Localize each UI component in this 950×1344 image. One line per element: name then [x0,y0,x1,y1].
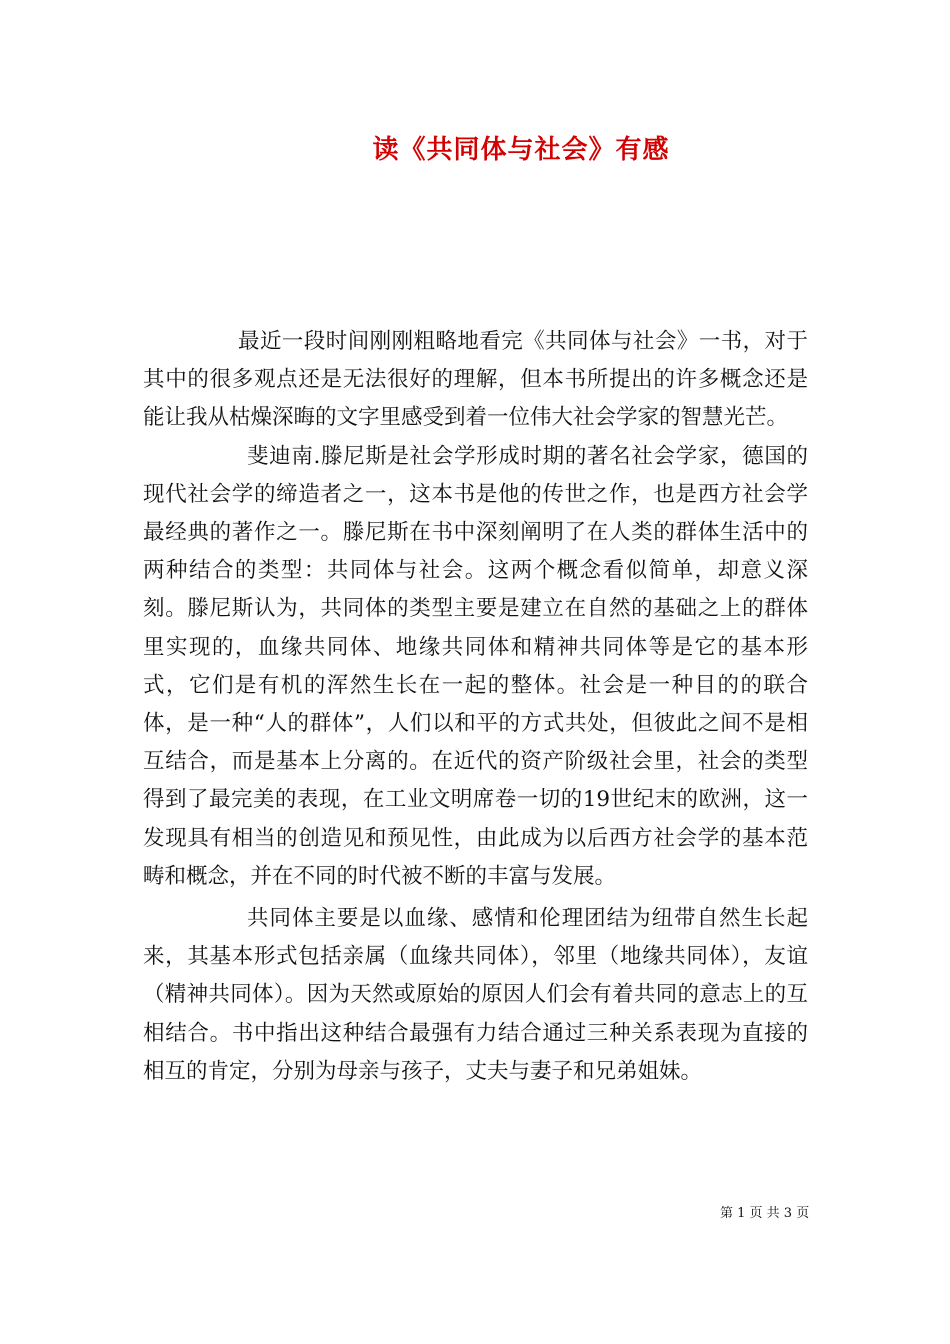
paragraph-1: 最近一段时间刚刚粗略地看完《共同体与社会》一书，对于其中的很多观点还是无法很好的理解，但本书所提出的许多概念还是能让我从枯燥深晦的文字里感受到着一位伟大社会学家的智慧光芒。 [143,329,808,431]
page-footer: 第 1 页 共 3 页 [720,1206,810,1221]
document-body [143,323,808,1091]
paragraph-3: 共同体主要是以血缘、感情和伦理团结为纽带自然生长起来，其基本形式包括亲属（血缘共同体），邻里（地缘共同体），友谊（精神共同体）。因为天然或原始的原因人们会有着共同的意志上的互相结合。书中指出这种结合最强有力结合通过三种关系表现为直接的相互的肯定，分别为母亲与孩子，丈夫与妻子和兄弟姐妹。 [143,906,808,1084]
paragraph-2: 斐迪南.滕尼斯是社会学形成时期的著名社会学家，德国的现代社会学的缔造者之一，这本书是他的传世之作，也是西方社会学最经典的著作之一。滕尼斯在书中深刻阐明了在人类的群体生活中的两种结合的类型：共同体与社会。这两个概念看似简单，却意义深刻。滕尼斯认为，共同体的类型主要是建立在自然的基础之上的群体里实现的，血缘共同体、地缘共同体和精神共同体等是它的基本形式，它们是有机的浑然生长在一起的整体。社会是一种目的的联合体，是一种“人的群体”，人们以和平的方式共处，但彼此之间不是相互结合，而是基本上分离的。在近代的资产阶级社会里，社会的类型得到了最完美的表现，在工业文明席卷一切的19世纪末的欧洲，这一发现具有相当的创造见和预见性，由此成为以后西方社会学的基本范畴和概念，并在不同的时代被不断的丰富与发展。 [143,443,808,889]
document-title: 读《共同体与社会》有感 [372,135,670,165]
